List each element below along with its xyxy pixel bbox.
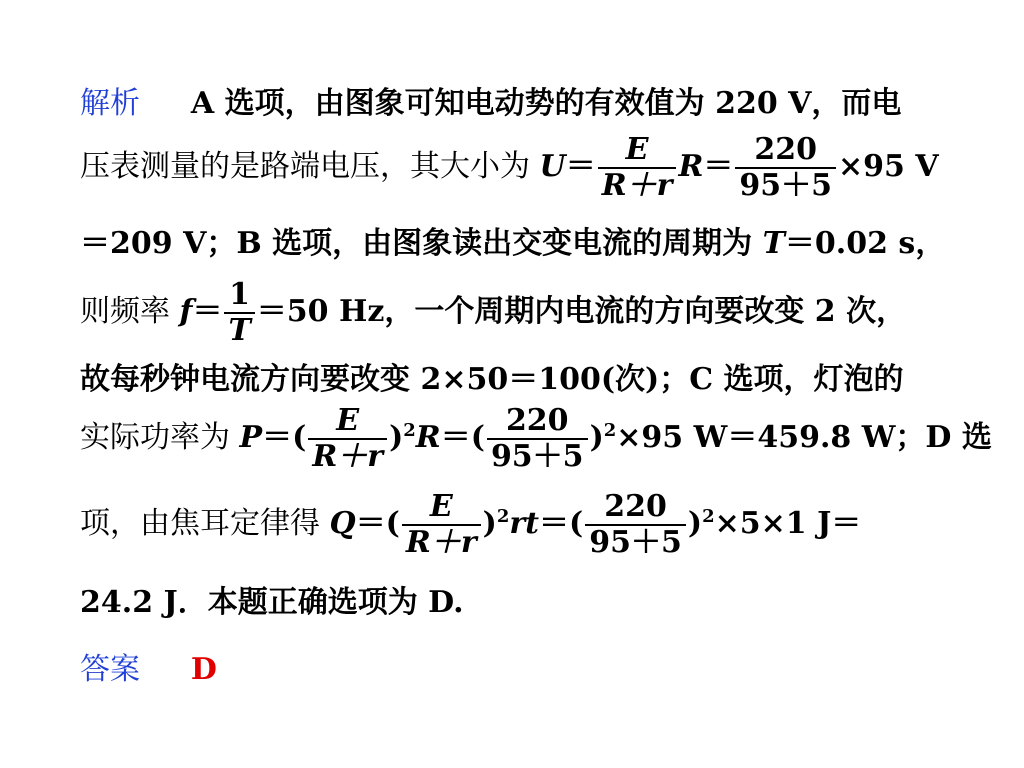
line-3 bbox=[80, 226, 945, 262]
fraction-220-over-95-plus-5 bbox=[735, 133, 836, 203]
fraction-numerator: E bbox=[308, 404, 387, 440]
fraction-220-over-95-plus-5 bbox=[487, 404, 588, 474]
line-7-tail: ×5×1 J＝ bbox=[714, 506, 862, 541]
line-8 bbox=[80, 585, 464, 621]
fraction-denominator: T bbox=[228, 313, 251, 348]
analysis-label: 解析 bbox=[80, 86, 140, 121]
close-paren: ) bbox=[589, 420, 604, 455]
exponent: 2 bbox=[496, 506, 510, 527]
equals-open-paren: ＝( bbox=[539, 506, 584, 541]
var-r: R bbox=[415, 420, 441, 455]
line-4-text-b: ＝50 Hz，一个周期内电流的方向要改变 2 次， bbox=[256, 294, 907, 329]
fraction-numerator: 1 bbox=[224, 278, 254, 314]
line-2-tail: ×95 V bbox=[838, 149, 939, 184]
line-2 bbox=[80, 133, 939, 203]
equals: ＝ bbox=[192, 294, 223, 329]
answer-label: 答案 bbox=[80, 652, 140, 687]
line-3-text-a: ＝209 V；B 选项，由图象读出交变电流的周期为 bbox=[80, 226, 763, 261]
line-4-text-a: 则频率 bbox=[80, 294, 180, 329]
line-1 bbox=[80, 86, 901, 122]
exponent: 2 bbox=[403, 420, 416, 441]
line-7 bbox=[80, 490, 861, 560]
var-f: f bbox=[179, 294, 193, 329]
equals-open-paren: ＝( bbox=[262, 420, 307, 455]
fraction-numerator: 220 bbox=[585, 490, 686, 526]
exponent: 2 bbox=[603, 420, 617, 441]
fraction-denominator: 95＋5 bbox=[589, 525, 682, 560]
var-p: P bbox=[239, 420, 263, 455]
close-paren: ) bbox=[482, 506, 497, 541]
fraction-denominator: R＋r bbox=[405, 525, 477, 560]
fraction-e-over-r-plus-r bbox=[402, 490, 481, 560]
var-t: T bbox=[762, 226, 785, 261]
fraction-denominator: 95＋5 bbox=[739, 168, 833, 203]
fraction-numerator: 220 bbox=[735, 133, 836, 169]
line-6 bbox=[80, 404, 992, 474]
fraction-denominator: 95＋5 bbox=[490, 439, 584, 474]
equals-open-paren: ＝( bbox=[355, 506, 400, 541]
equals-open-paren: ＝( bbox=[440, 420, 485, 455]
fraction-220-over-95-plus-5 bbox=[585, 490, 686, 560]
line-2-text: 压表测量的是路端电压，其大小为 bbox=[80, 149, 540, 184]
line-3-text-b: ＝0.02 s， bbox=[784, 226, 946, 261]
line-8-text: 24.2 J．本题正确选项为 D. bbox=[80, 585, 464, 620]
fraction-denominator: R＋r bbox=[601, 168, 673, 203]
line-7-text: 项，由焦耳定律得 bbox=[80, 506, 330, 541]
line-4 bbox=[80, 278, 906, 348]
var-q: Q bbox=[329, 506, 356, 541]
exponent: 2 bbox=[702, 506, 715, 527]
fraction-denominator: R＋r bbox=[312, 439, 384, 474]
line-6-text: 实际功率为 bbox=[80, 420, 240, 455]
close-paren: ) bbox=[687, 506, 703, 541]
fraction-1-over-t bbox=[224, 278, 254, 348]
line-5-text: 故每秒钟电流方向要改变 2×50＝100(次)；C 选项，灯泡的 bbox=[80, 362, 904, 397]
close-paren: ) bbox=[389, 420, 404, 455]
var-rt: rt bbox=[509, 506, 540, 541]
fraction-numerator: E bbox=[402, 490, 481, 526]
equals: ＝ bbox=[703, 149, 734, 184]
fraction-e-over-r-plus-r bbox=[308, 404, 387, 474]
answer-value: D bbox=[190, 652, 217, 687]
fraction-e-over-r-plus-r bbox=[598, 133, 677, 203]
answer-line bbox=[80, 652, 217, 688]
line-6-tail: ×95 W＝459.8 W；D 选 bbox=[616, 420, 992, 455]
fraction-numerator: 220 bbox=[487, 404, 588, 440]
fraction-numerator: E bbox=[598, 133, 677, 169]
equals: ＝ bbox=[565, 149, 596, 184]
line-1-text: A 选项，由图象可知电动势的有效值为 220 V，而电 bbox=[190, 86, 902, 121]
var-u: U bbox=[539, 149, 566, 184]
var-r: R bbox=[678, 149, 704, 184]
line-5 bbox=[80, 362, 904, 398]
